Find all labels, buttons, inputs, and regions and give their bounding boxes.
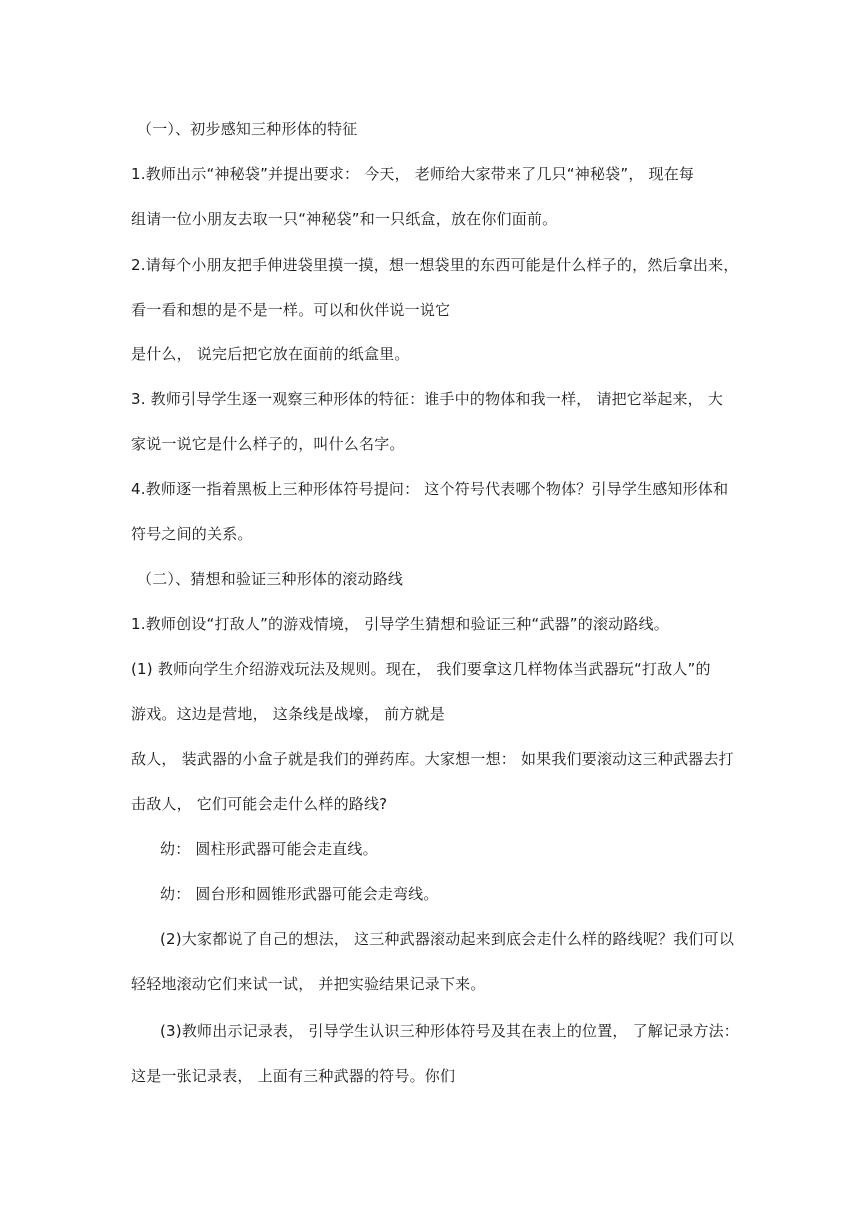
paragraph-line: 符号之间的关系。 xyxy=(131,525,253,543)
paragraph-line: 轻轻地滚动它们来试一试， 并把实验结果记录下来。 xyxy=(131,975,486,993)
paragraph-line: 1.教师出示“神秘袋”并提出要求： 今天， 老师给大家带来了几只“神秘袋”， 现在每 xyxy=(131,165,695,183)
paragraph-line: 击敌人， 它们可能会走什么样的路线? xyxy=(131,795,388,813)
section-heading-1: （一）、初步感知三种形体的特征 xyxy=(137,120,358,138)
paragraph-line: 1.教师创设“打敌人”的游戏情境， 引导学生猜想和验证三种“武器”的滚动路线。 xyxy=(131,615,669,633)
paragraph-line: 这是一张记录表， 上面有三种武器的符号。你们 xyxy=(131,1067,456,1085)
paragraph-line: (2)大家都说了自己的想法， 这三种武器滚动起来到底会走什么样的路线呢？我们可以 xyxy=(160,930,735,948)
section-heading-2: （二）、猜想和验证三种形体的滚动路线 xyxy=(137,570,404,588)
paragraph-line: (3)教师出示记录表， 引导学生认识三种形体符号及其在表上的位置， 了解记录方法： xyxy=(160,1022,739,1040)
paragraph-line: 3. 教师引导学生逐一观察三种形体的特征：谁手中的物体和我一样， 请把它举起来， 大 xyxy=(131,390,724,408)
paragraph-line: 家说一说它是什么样子的，叫什么名字。 xyxy=(131,435,405,453)
paragraph-line: 敌人， 装武器的小盒子就是我们的弹药库。大家想一想： 如果我们要滚动这三种武器去打 xyxy=(131,750,734,768)
paragraph-line: 4.教师逐一指着黑板上三种形体符号提问： 这个符号代表哪个物体？引导学生感知形体和 xyxy=(131,480,729,498)
paragraph-line: 2.请每个小朋友把手伸进袋里摸一摸，想一想袋里的东西可能是什么样子的，然后拿出来， xyxy=(131,256,739,274)
paragraph-line: (1) 教师向学生介绍游戏玩法及规则。现在， 我们要拿这几样物体当武器玩“打敌人”的 xyxy=(131,660,711,678)
paragraph-line: 是什么， 说完后把它放在面前的纸盒里。 xyxy=(131,345,410,363)
paragraph-line: 看一看和想的是不是一样。可以和伙伴说一说它 xyxy=(131,301,451,319)
dialogue-line: 幼： 圆柱形武器可能会走直线。 xyxy=(160,840,378,858)
paragraph-line: 组请一位小朋友去取一只“神秘袋”和一只纸盒，放在你们面前。 xyxy=(131,210,558,228)
paragraph-line: 游戏。这边是营地， 这条线是战壕， 前方就是 xyxy=(131,705,445,723)
dialogue-line: 幼： 圆台形和圆锥形武器可能会走弯线。 xyxy=(160,885,439,903)
